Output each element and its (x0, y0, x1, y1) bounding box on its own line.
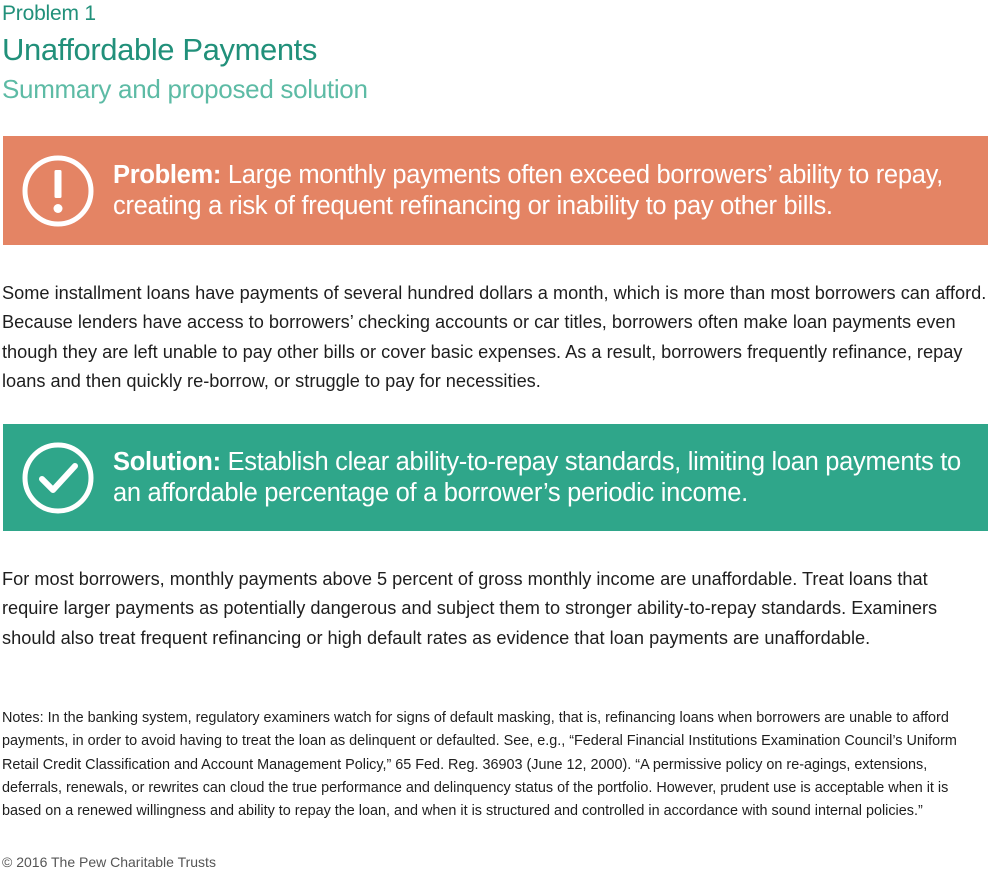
problem-paragraph: Some installment loans have payments of several hundred dollars a month, which is more than most borrowers can afford. Because lenders have access to borrowers’ checking accounts or car titles, borrowers often make loan payments even though they are left unable to pay other bills or cover basic expenses. As a result, borrowers frequently refinance, repay loans and then quickly re-borrow, or struggle to pay for necessities. (2, 283, 987, 391)
notes-text: Notes: In the banking system, regulatory examiners watch for signs of default masking, that is, refinancing loans when borrowers are unable to afford payments, in order to avoid having to treat the loan as delinquent or defaulted. See, e.g., “Federal Financial Institutions Examination Council’s Uniform Retail Credit Classification and Account Management Policy,” 65 Fed. Reg. 36903 (June 12, 2000). “A permissive policy on re-agings, extensions, deferrals, renewals, or rewrites can cloud the true performance and delinquency status of the portfolio. However, prudent use is acceptable when it is based on a renewed willingness and ability to repay the loan, and when it is structured and controlled in accordance with sound internal policies.” (2, 710, 957, 820)
eyebrow-label: Problem 1 (2, 2, 96, 25)
solution-paragraph: For most borrowers, monthly payments above 5 percent of gross monthly income are unaffordable. Treat loans that require larger payments as potentially dangerous and subject them to stronger ability-to-repay standards. Examiners should also treat frequent refinancing or high default rates as evidence that loan payments are unaffordable. (2, 569, 938, 648)
problem-callout (3, 136, 988, 245)
problem-statement (113, 160, 976, 222)
page-title: Unaffordable Payments (2, 32, 317, 67)
solution-lead: Solution: (113, 447, 221, 476)
problem-lead: Problem: (113, 160, 222, 189)
exclamation-circle-icon (21, 154, 95, 228)
solution-text: Establish clear ability-to-repay standards, limiting loan payments to an affordable percentage of a borrower’s periodic income. (113, 447, 961, 507)
page-subtitle: Summary and proposed solution (2, 74, 368, 104)
solution-callout (3, 424, 988, 531)
copyright-text: © 2016 The Pew Charitable Trusts (2, 854, 216, 870)
solution-statement (113, 447, 976, 509)
checkmark-circle-icon (21, 441, 95, 515)
problem-text: Large monthly payments often exceed borrowers’ ability to repay, creating a risk of frequent refinancing or inability to pay other bills. (113, 160, 943, 220)
